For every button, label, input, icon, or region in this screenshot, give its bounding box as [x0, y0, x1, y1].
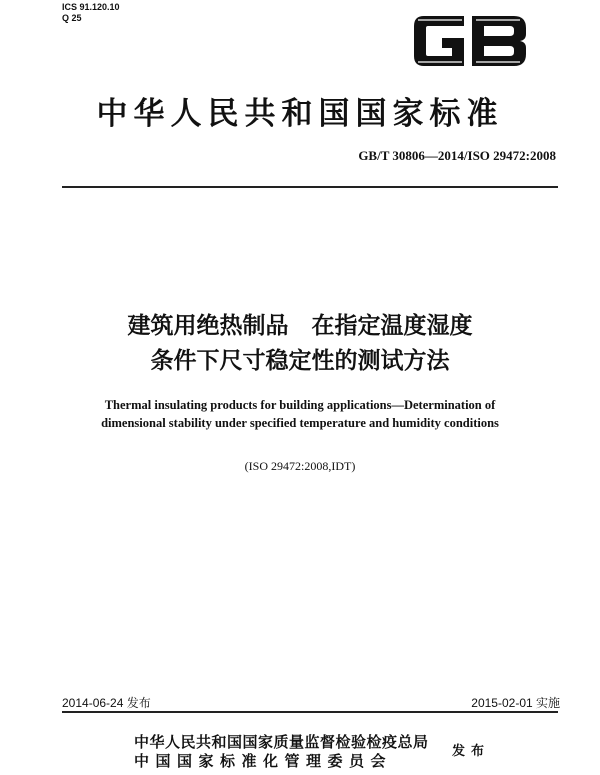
title-chinese-line-2: 条件下尺寸稳定性的测试方法	[150, 348, 450, 374]
title-chinese-line-1: 建筑用绝热制品 在指定温度湿度	[127, 313, 473, 339]
issue-date: 2014-06-24 发布	[62, 696, 151, 710]
header-rule	[62, 186, 558, 188]
title-english-line-2: dimensional stability under specified temperature and humidity conditions	[101, 416, 499, 430]
gb-logo	[406, 8, 534, 74]
standard-title: 中华人民共和国国家标准	[96, 96, 504, 132]
ics-code: ICS 91.120.10	[62, 2, 120, 12]
implementation-date: 2015-02-01 实施	[471, 696, 560, 710]
title-english-line-1: Thermal insulating products for building applications—Determination of	[104, 398, 496, 412]
footer-rule	[62, 711, 558, 713]
iso-equivalence: (ISO 29472:2008,IDT)	[244, 459, 356, 473]
classification-codes	[62, 2, 120, 24]
publish-label: 发布	[452, 744, 491, 759]
ccs-code: Q 25	[62, 13, 82, 23]
issuer-sac: 中国国家标准化管理委员会	[134, 752, 393, 770]
standard-number: GB/T 30806—2014/ISO 29472:2008	[358, 148, 556, 163]
issuer-aqsiq: 中华人民共和国国家质量监督检验检疫总局	[134, 733, 429, 751]
